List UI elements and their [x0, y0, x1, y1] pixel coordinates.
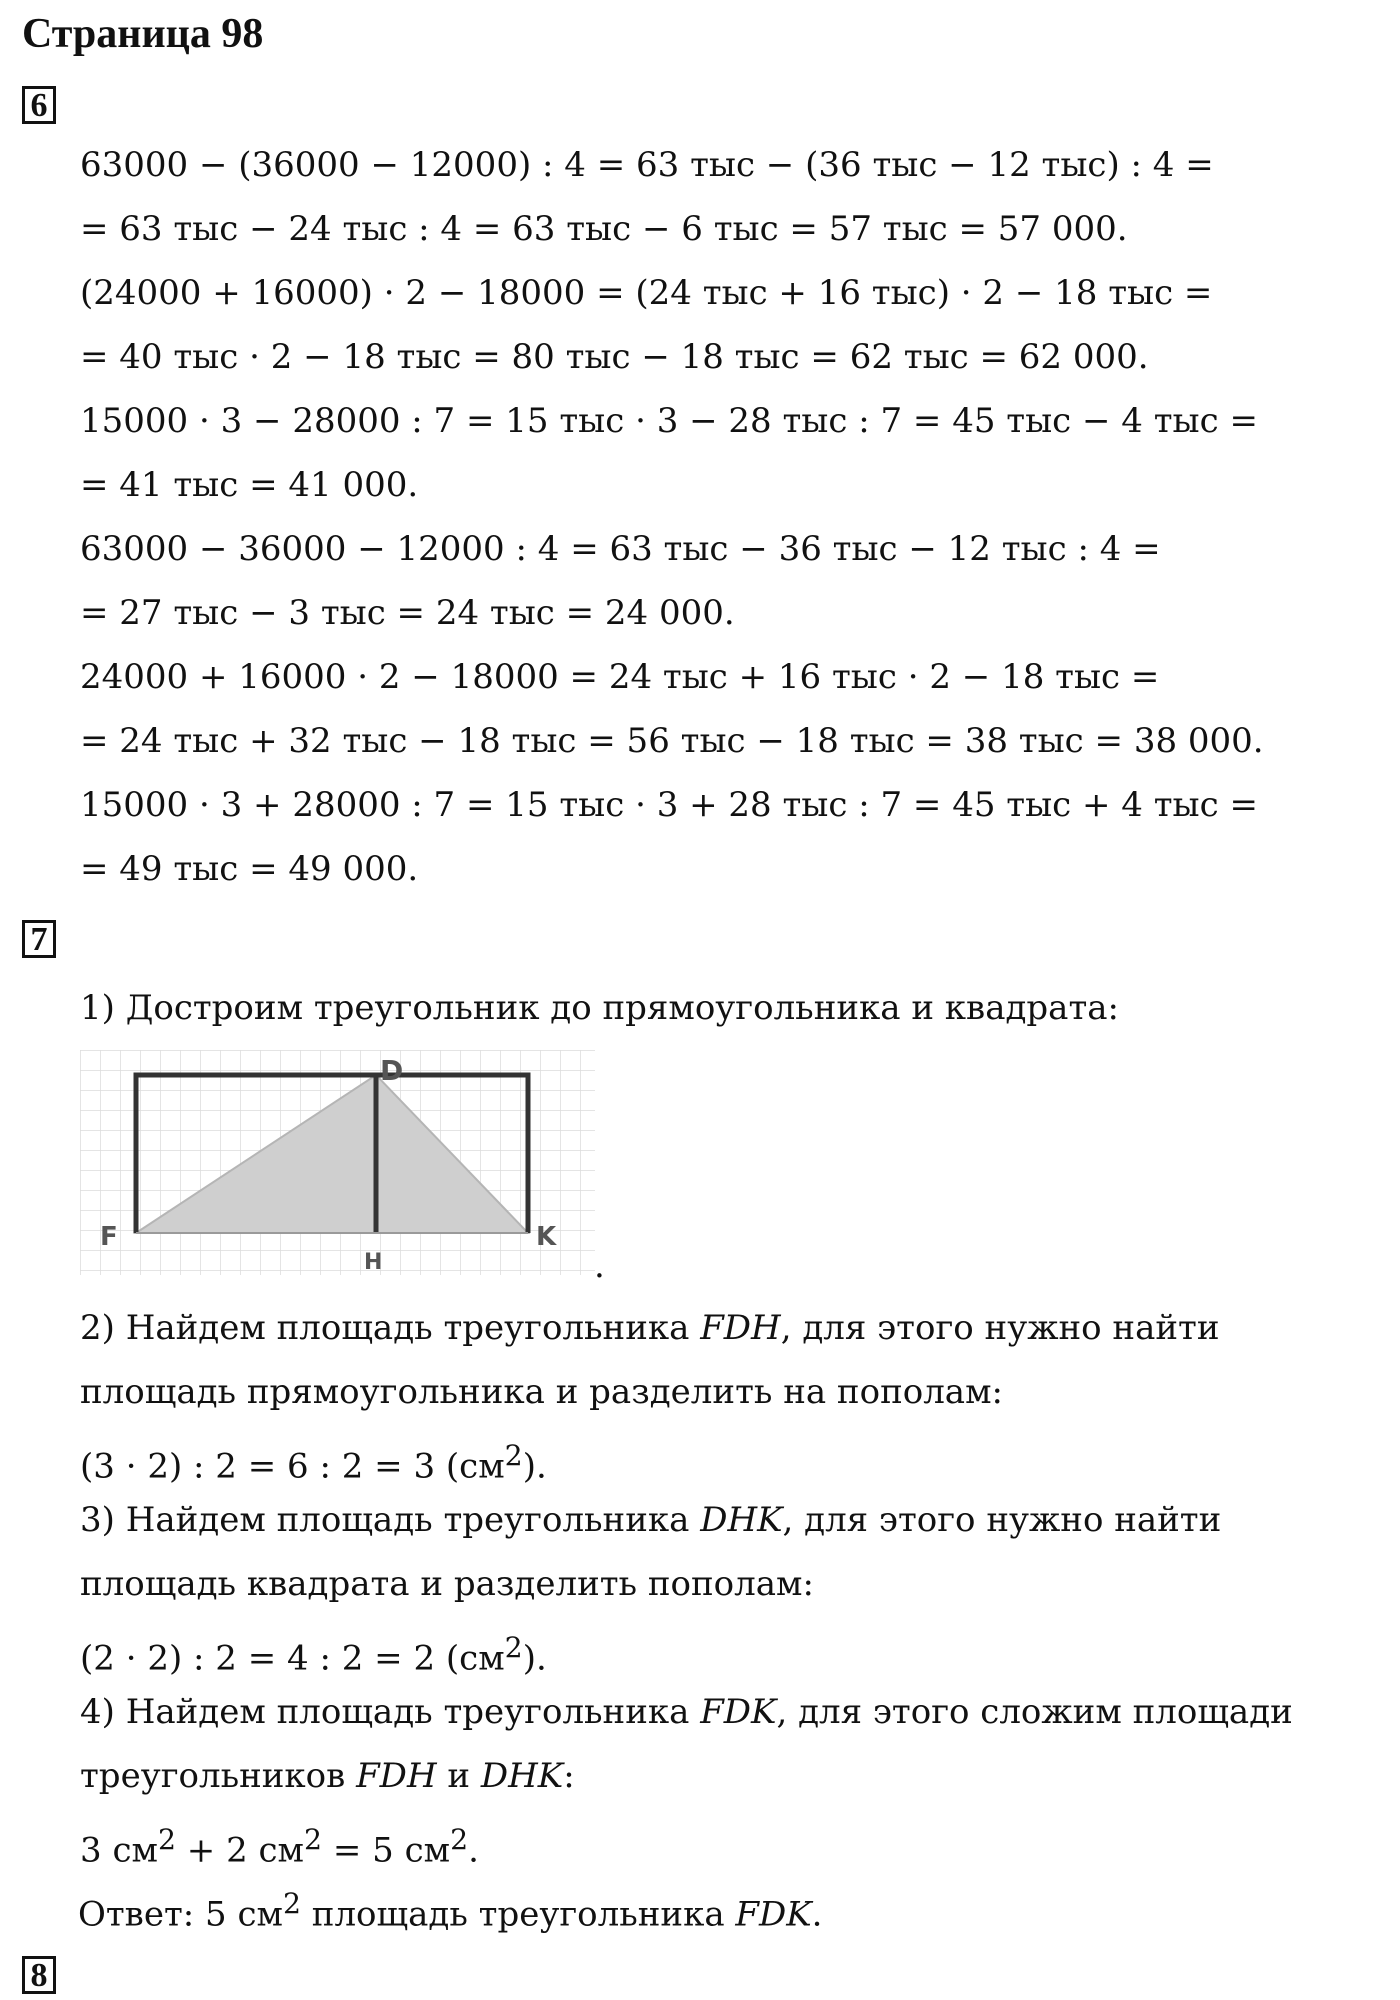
calc-line: = 41 тыс = 41 000. [80, 465, 419, 505]
label-k: K [536, 1222, 557, 1252]
triangle-diagram [80, 1050, 600, 1280]
step-3-text: 3) Найдем площадь треугольника DHK, для этого нужно найти [80, 1500, 1222, 1540]
step-4-calculation: 3 $см^2 + 2$ $см^2 = 5$ $см^2$. [80, 1823, 479, 1871]
calc-line: 63000 − 36000 − 12000 : 4 = 63 тыс − 36 тыс − 12 тыс : 4 = [80, 529, 1161, 569]
calc-line: 63000 − (36000 − 12000) : 4 = 63 тыс − (36 тыс − 12 тыс) : 4 = [80, 145, 1214, 185]
step-2-text: 2) Найдем площадь треугольника FDH, для этого нужно найти [80, 1308, 1220, 1348]
page-title: Страница 98 [22, 11, 264, 57]
step-2-calculation: (3 · 2) : 2 = 6 : 2 = 3 $(см^2)$. [80, 1439, 547, 1487]
calc-line: = 63 тыс − 24 тыс : 4 = 63 тыс − 6 тыс = 57 тыс = 57 000. [80, 209, 1128, 249]
var-dhk: DHK [480, 1756, 564, 1796]
step-4-text: 4) Найдем площадь треугольника FDK, для этого сложим площади [80, 1692, 1293, 1732]
var-fdh: FDH [356, 1756, 437, 1796]
step-3-continuation: площадь квадрата и разделить пополам: [80, 1564, 814, 1604]
step-1-text: 1) Достроим треугольник до прямоугольника и квадрата: [80, 988, 1119, 1028]
calc-line: 24000 + 16000 · 2 − 18000 = 24 тыс + 16 тыс · 2 − 18 тыс = [80, 657, 1160, 697]
calc-line: 15000 · 3 − 28000 : 7 = 15 тыс · 3 − 28 тыс : 7 = 45 тыс − 4 тыс = [80, 401, 1258, 441]
calc-line: = 40 тыс · 2 − 18 тыс = 80 тыс − 18 тыс = 62 тыс = 62 000. [80, 337, 1149, 377]
var-fdk: FDK [700, 1692, 777, 1732]
triangle-figure [80, 1050, 600, 1280]
figure-trailing-dot: . [594, 1246, 605, 1286]
calc-line: (24000 + 16000) · 2 − 18000 = (24 тыс + 16 тыс) · 2 − 18 тыс = [80, 273, 1213, 313]
task-number-8: 8 [22, 1956, 56, 1994]
calc-line: = 27 тыс − 3 тыс = 24 тыс = 24 000. [80, 593, 735, 633]
calc-line: = 49 тыс = 49 000. [80, 849, 419, 889]
var-dhk: DHK [700, 1500, 783, 1540]
step-2-continuation: площадь прямоугольника и разделить на пополам: [80, 1372, 1003, 1412]
var-fdh: FDH [700, 1308, 781, 1348]
var-fdk: FDK [735, 1894, 812, 1935]
calc-line: = 24 тыс + 32 тыс − 18 тыс = 56 тыс − 18 тыс = 38 тыс = 38 000. [80, 721, 1264, 761]
label-h: H [364, 1250, 383, 1275]
answer-line: Ответ: 5 $см^2$ площадь треугольника FDK. [78, 1887, 823, 1935]
task-number-6: 6 [22, 86, 56, 124]
step-4-continuation: треугольников FDH и DHK: [80, 1756, 575, 1796]
task-number-7: 7 [22, 920, 56, 958]
label-d: D [380, 1054, 404, 1087]
label-f: F [100, 1222, 118, 1252]
step-3-calculation: (2 · 2) : 2 = 4 : 2 = 2 $(см^2)$. [80, 1631, 547, 1679]
calc-line: 15000 · 3 + 28000 : 7 = 15 тыс · 3 + 28 тыс : 7 = 45 тыс + 4 тыс = [80, 785, 1258, 825]
